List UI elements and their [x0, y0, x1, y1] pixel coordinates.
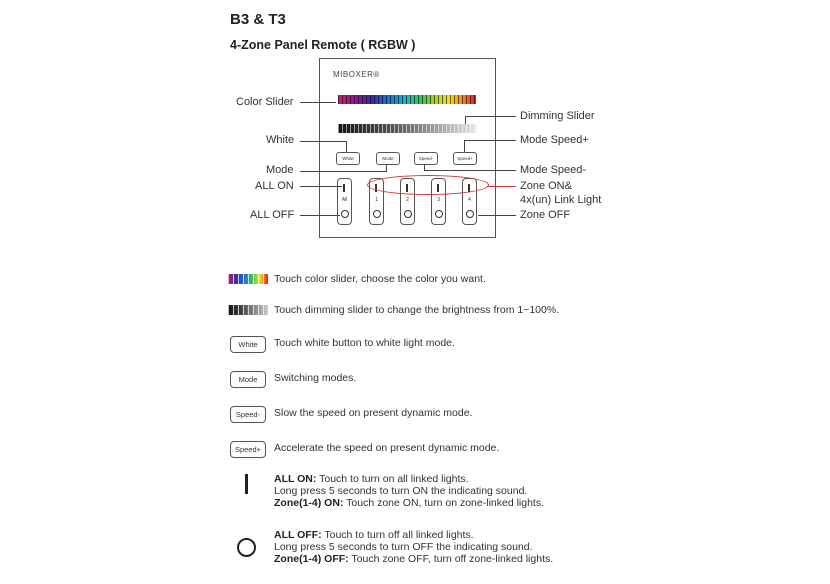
label-mode-speed-plus: Mode Speed+ [520, 134, 589, 146]
leader-line [464, 140, 465, 152]
legend-white: Touch white button to white light mode. [274, 337, 455, 349]
zone-highlight-oval [367, 175, 489, 195]
leader-line [487, 186, 516, 187]
label-mode-speed-minus: Mode Speed- [520, 164, 587, 176]
legend-speed-plus: Accelerate the speed on present dynamic mode. [274, 442, 500, 454]
zone-off-title: Zone(1-4) OFF: [274, 553, 349, 565]
speed-minus-button[interactable]: Speed- [414, 152, 438, 165]
label-dimming-slider: Dimming Slider [520, 110, 595, 122]
key-label: 1 [375, 197, 378, 203]
key-label: 4 [468, 197, 471, 203]
mode-button[interactable]: Mode [376, 152, 400, 165]
legend-mode: Switching modes. [274, 372, 357, 384]
page-subtitle: 4-Zone Panel Remote ( RGBW ) [230, 38, 416, 52]
color-slider[interactable] [338, 95, 476, 104]
legend-all-off [274, 529, 553, 565]
key-label: All [341, 197, 348, 203]
all-on-line1: Touch to turn on all linked lights. [319, 473, 469, 485]
white-button-icon: White [230, 336, 266, 353]
leader-line [386, 164, 387, 171]
leader-line [300, 102, 336, 103]
color-slider-icon [228, 274, 268, 284]
off-icon [435, 210, 443, 218]
legend-speed-minus: Slow the speed on present dynamic mode. [274, 407, 473, 419]
off-icon [341, 210, 349, 218]
legend-all-on [274, 473, 544, 509]
all-on-title: ALL ON: [274, 473, 317, 485]
all-on-line2: Long press 5 seconds to turn ON the indicating sound. [274, 485, 528, 497]
off-icon [404, 210, 412, 218]
on-bar-icon [245, 474, 248, 494]
legend-dimming-slider: Touch dimming slider to change the brightness from 1~100%. [274, 304, 560, 316]
legend-color-slider: Touch color slider, choose the color you want. [274, 273, 486, 285]
label-zone-on-link: 4x(un) Link Light [520, 194, 602, 206]
label-all-off: ALL OFF [250, 209, 295, 221]
mode-button-icon: Mode [230, 371, 266, 388]
zone-off-text: Touch zone OFF, turn off zone-linked lights. [351, 553, 554, 565]
zone-on-title: Zone(1-4) ON: [274, 497, 344, 509]
label-mode: Mode [266, 164, 294, 176]
zone-on-text: Touch zone ON, turn on zone-linked lights. [346, 497, 545, 509]
all-off-line2: Long press 5 seconds to turn OFF the indicating sound. [274, 541, 533, 553]
leader-line [465, 116, 516, 117]
brand-logo: MIBOXER® [333, 70, 380, 79]
label-white: White [266, 134, 295, 146]
label-zone-off: Zone OFF [520, 209, 571, 221]
leader-line [464, 140, 516, 141]
leader-line [424, 164, 425, 170]
speed-minus-button-icon: Speed- [230, 406, 266, 423]
label-zone-on: Zone ON& [520, 180, 572, 192]
leader-line [300, 171, 387, 172]
white-button[interactable]: White [336, 152, 360, 165]
leader-line [300, 215, 340, 216]
page-title: B3 & T3 [230, 11, 286, 28]
off-icon [373, 210, 381, 218]
leader-line [424, 170, 516, 171]
speed-plus-button[interactable]: Speed+ [453, 152, 477, 165]
leader-line [478, 215, 516, 216]
key-label: 3 [437, 197, 440, 203]
off-icon [466, 210, 474, 218]
leader-line [300, 186, 342, 187]
label-all-on: ALL ON [255, 180, 294, 192]
key-label: 2 [406, 197, 409, 203]
off-circle-icon [237, 538, 256, 557]
speed-plus-button-icon: Speed+ [230, 441, 266, 458]
label-color-slider: Color Slider [236, 96, 294, 108]
leader-line [346, 141, 347, 152]
on-icon [343, 184, 345, 192]
leader-line [465, 116, 466, 124]
all-off-line1: Touch to turn off all linked lights. [324, 529, 474, 541]
all-off-title: ALL OFF: [274, 529, 322, 541]
dimming-slider-icon [228, 305, 268, 315]
leader-line [300, 141, 347, 142]
dimming-slider[interactable] [338, 124, 476, 133]
